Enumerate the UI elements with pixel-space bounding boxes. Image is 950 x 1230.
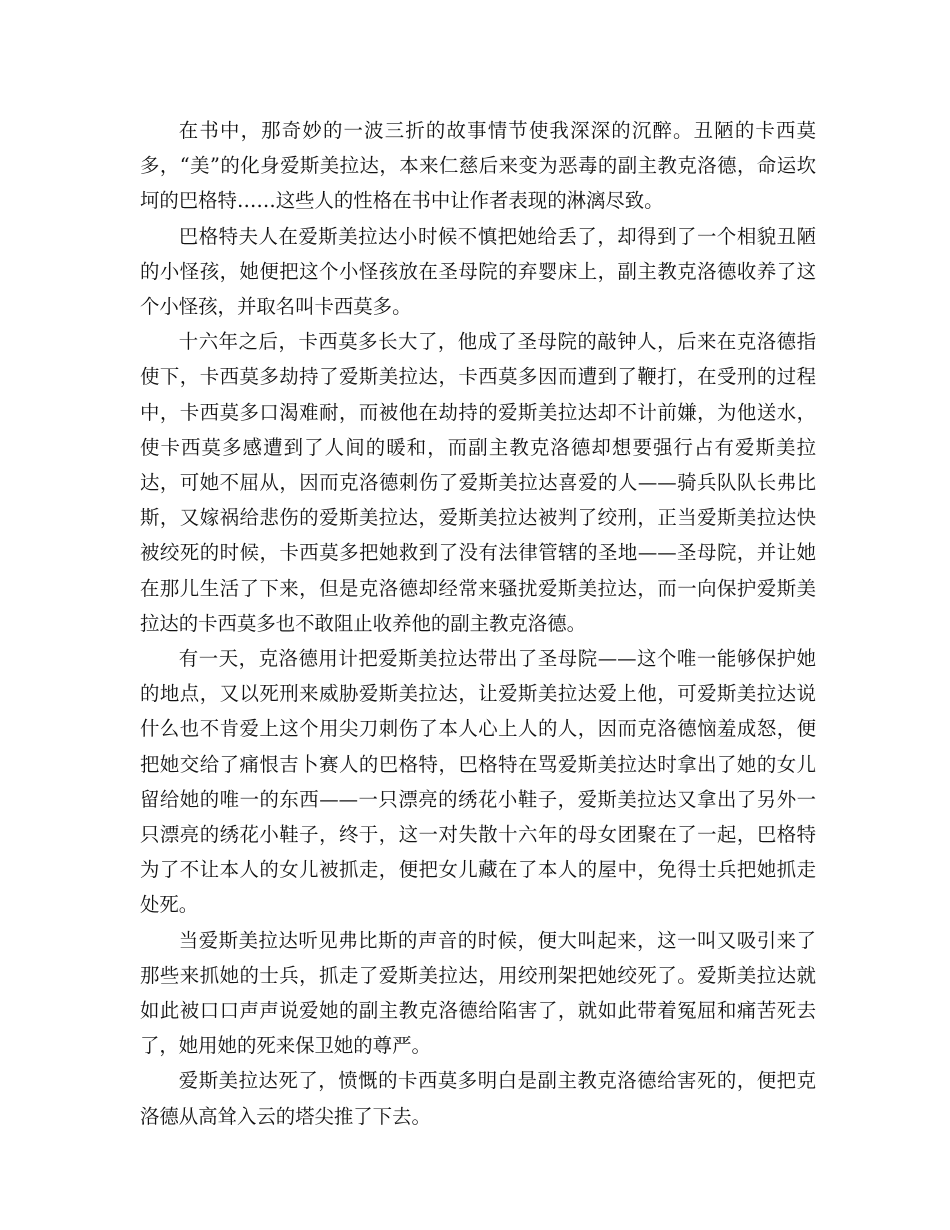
paragraph-2: 巴格特夫人在爱斯美拉达小时候不慎把她给丢了，却得到了一个相貌丑陋的小怪孩，她便把这个小怪孩放在圣母院的弃婴床上，副主教克洛德收养了这个小怪孩，并取名叫卡西莫多。: [140, 224, 816, 319]
paragraph-6: 爱斯美拉达死了，愤慨的卡西莫多明白是副主教克洛德给害死的，便把克洛德从高耸入云的塔尖推了下去。: [140, 1069, 816, 1128]
document-body: [140, 113, 816, 1134]
paragraph-3: 十六年之后，卡西莫多长大了，他成了圣母院的敲钟人，后来在克洛德指使下，卡西莫多劫持了爱斯美拉达，卡西莫多因而遭到了鞭打，在受刑的过程中，卡西莫多口渴难耐，而被他在劫持的爱斯美拉达却不计前嫌，为他送水，使卡西莫多感遭到了人间的暖和，而副主教克洛德却想要强行占有爱斯美拉达，可她不屈从，因而克洛德刺伤了爱斯美拉达喜爱的人——骑兵队队长弗比斯，又嫁祸给悲伤的爱斯美拉达，爱斯美拉达被判了绞刑，正当爱斯美拉达快被绞死的时候，卡西莫多把她救到了没有法律管辖的圣地——圣母院，并让她在那儿生活了下来，但是克洛德却经常来骚扰爱斯美拉达，而一向保护爱斯美拉达的卡西莫多也不敢阻止收养他的副主教克洛德。: [140, 330, 816, 635]
paragraph-5: 当爱斯美拉达听见弗比斯的声音的时候，便大叫起来，这一叫又吸引来了那些来抓她的士兵，抓走了爱斯美拉达，用绞刑架把她绞死了。爱斯美拉达就如此被口口声声说爱她的副主教克洛德给陷害了，就如此带着冤屈和痛苦死去了，她用她的死来保卫她的尊严。: [140, 928, 816, 1058]
paragraph-1: 在书中，那奇妙的一波三折的故事情节使我深深的沉醉。丑陋的卡西莫多，“美”的化身爱斯美拉达，本来仁慈后来变为恶毒的副主教克洛德，命运坎坷的巴格特……这些人的性格在书中让作者表现的淋漓尽致。: [140, 119, 816, 213]
paragraph-4: 有一天，克洛德用计把爱斯美拉达带出了圣母院——这个唯一能够保护她的地点，又以死刑来威胁爱斯美拉达，让爱斯美拉达爱上他，可爱斯美拉达说什么也不肯爱上这个用尖刀刺伤了本人心上人的人，因而克洛德恼羞成怒，便把她交给了痛恨吉卜赛人的巴格特，巴格特在骂爱斯美拉达时拿出了她的女儿留给她的唯一的东西——一只漂亮的绣花小鞋子，爱斯美拉达又拿出了另外一只漂亮的绣花小鞋子，终于，这一对失散十六年的母女团聚在了一起，巴格特为了不让本人的女儿被抓走，便把女儿藏在了本人的屋中，免得士兵把她抓走处死。: [140, 647, 816, 917]
